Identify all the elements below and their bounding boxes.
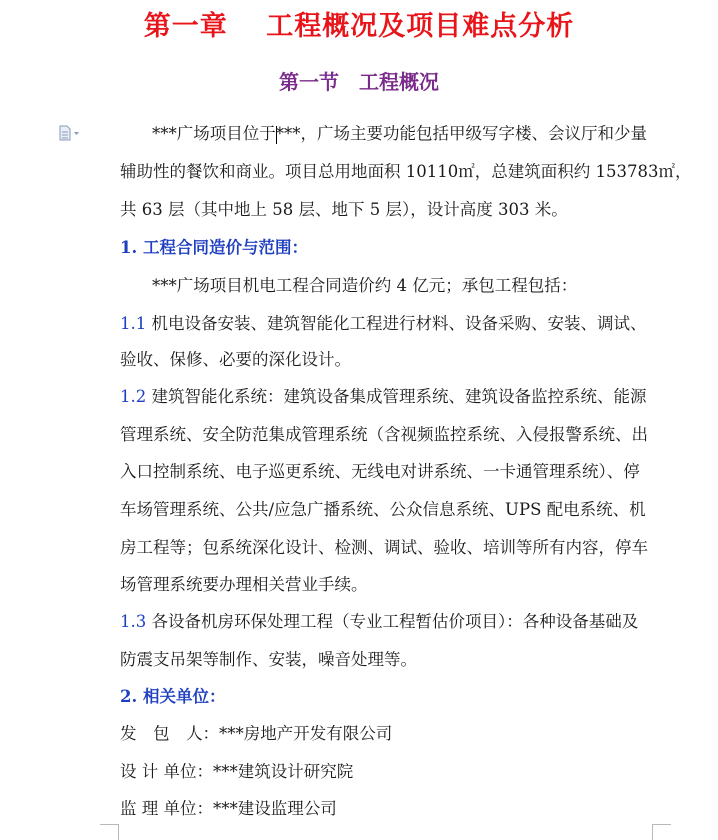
unit-employer: 发 包 人：***房地产开发有限公司 [120, 724, 393, 743]
item-1-2-line-3: 入口控制系统、电子巡更系统、无线电对讲系统、一卡通管理系统）、停 [120, 462, 640, 481]
item-1-3-line-1 [120, 612, 638, 632]
section-title: 第一节 工程概况 [279, 70, 439, 94]
item-1-3-number: 1.3 [120, 612, 147, 631]
unit-designer: 设 计 单位：***建筑设计研究院 [120, 762, 354, 781]
page-margin-corner-right [652, 824, 671, 840]
item-1-1-text: 机电设备安装、建筑智能化工程进行材料、设备采购、安装、调试、 [146, 314, 647, 333]
paragraph-options-icon[interactable] [58, 125, 80, 141]
item-1-2-line-4: 车场管理系统、公共/应急广播系统、公众信息系统、UPS 配电系统、机 [120, 500, 646, 519]
contract-price-line: ***广场项目机电工程合同造价约 4 亿元；承包工程包括： [152, 276, 578, 295]
intro-line-3: 共 63 层（其中地上 58 层、地下 5 层），设计高度 303 米。 [120, 200, 568, 219]
heading-related-units: 2. 相关单位： [120, 687, 226, 706]
item-1-3-line-2: 防震支吊架等制作、安装，噪音处理等。 [120, 650, 417, 669]
unit-supervisor: 监 理 单位：***建设监理公司 [120, 799, 337, 818]
item-1-1-line-2: 验收、保修、必要的深化设计。 [120, 350, 351, 369]
item-1-2-number: 1.2 [120, 387, 147, 406]
page-margin-corner-left [100, 824, 119, 840]
intro-line-1-part-b: ***，广场主要功能包括甲级写字楼、会议厅和少量 [275, 124, 647, 143]
item-1-2-line-2: 管理系统、安全防范集成管理系统（含视频监控系统、入侵报警系统、出 [120, 425, 648, 444]
item-1-1-number: 1.1 [120, 314, 147, 333]
intro-line-1 [152, 124, 647, 144]
item-1-1-line-1 [120, 314, 647, 334]
item-1-2-line-5: 房工程等；包系统深化设计、检测、调试、验收、培训等所有内容，停车 [120, 538, 648, 557]
item-1-3-text: 各设备机房环保处理工程（专业工程暂估价项目）：各种设备基础及 [146, 612, 639, 631]
intro-line-2: 辅助性的餐饮和商业。项目总用地面积 10110㎡，总建筑面积约 153783㎡， [120, 162, 692, 181]
item-1-2-line-6: 场管理系统要办理相关营业手续。 [120, 575, 368, 594]
intro-line-1-part-a: ***广场项目位于 [152, 124, 276, 143]
item-1-2-line-1 [120, 387, 647, 407]
chapter-title: 第一章 工程概况及项目难点分析 [143, 11, 575, 42]
item-1-2-text: 建筑智能化系统：建筑设备集成管理系统、建筑设备监控系统、能源 [146, 387, 647, 406]
heading-contract-scope: 1. 工程合同造价与范围： [120, 238, 308, 257]
